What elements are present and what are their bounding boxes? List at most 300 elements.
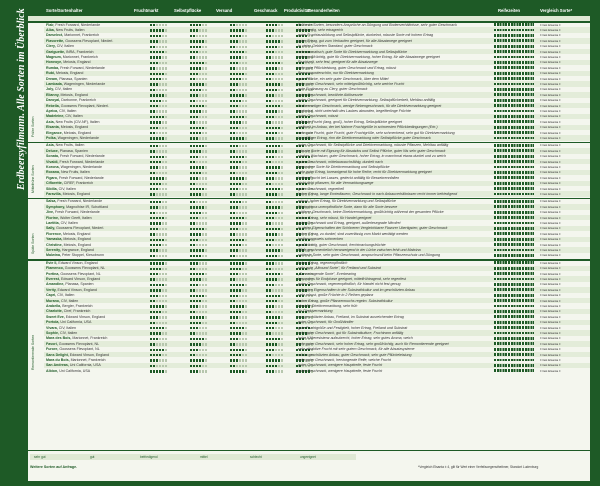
- variety-origin: Fresh Forward, Niederlande: [58, 175, 104, 180]
- rating-dots: [190, 177, 208, 180]
- rating-dots: [150, 310, 168, 313]
- variety-compare: ± fast Elsanta ±: [540, 76, 561, 81]
- variety-compare: ± fast Elsanta ±: [540, 170, 561, 175]
- ripening-bar: [494, 261, 534, 264]
- rating-dots: [266, 200, 284, 203]
- rating-dots: [150, 23, 168, 26]
- variety-description: besonders für Endphase geeignet, mittelfrühtragend, sehr regenfest: [298, 276, 406, 281]
- header-compare: Vergleich Sorte*: [540, 8, 573, 13]
- rating-dots: [230, 193, 248, 196]
- ripening-bar: [494, 326, 534, 329]
- variety-name: Asia, New Fruits, Italien: [46, 143, 85, 148]
- rating-dots: [230, 61, 248, 64]
- variety-description: guter Geschmack, wenigere Haupttrelle, feste Frucht: [298, 368, 383, 373]
- ripening-bar: [494, 348, 534, 351]
- variety-description: gute Ergänzung zu Clery, guter Geschmack: [298, 87, 368, 92]
- ripening-bar: [494, 50, 534, 53]
- ripening-bar: [494, 222, 534, 225]
- variety-description: Beerenwunderschön, nur für Direktvermarktung: [298, 71, 374, 76]
- variety-compare: ± fast Elsanta ±: [540, 237, 561, 242]
- rating-dots: [150, 343, 168, 346]
- rating-dots: [266, 216, 284, 219]
- rating-dots: [266, 294, 284, 297]
- variety-description: nicht dicht pflanzen, für alle Vermarktungswege: [298, 181, 374, 186]
- rating-dots: [150, 160, 168, 163]
- header-prod: Produktivität: [284, 8, 310, 13]
- rating-dots: [190, 294, 208, 297]
- table-row: [44, 135, 590, 140]
- variety-compare: ± fast Elsanta ±: [540, 199, 561, 204]
- rating-dots: [190, 310, 208, 313]
- rating-dots: [150, 72, 168, 75]
- rating-dots: [190, 305, 208, 308]
- rating-dots: [150, 182, 168, 185]
- variety-description: mit im geschützten Anbau, guter Geschmack, sehr gute Pflückeleistung: [298, 352, 412, 357]
- variety-compare: ± fast Elsanta ±: [540, 204, 561, 209]
- variety-compare: ± fast Elsanta ±: [540, 81, 561, 86]
- rating-dots: [230, 110, 248, 113]
- rating-dots: [266, 40, 284, 43]
- rating-dots: [266, 243, 284, 246]
- rating-dots: [190, 370, 208, 373]
- variety-description: in vielen Eigenschaften der Schöneren Vergleichbarer Flavorer Ubertigsten, guter Geschmack: [298, 226, 448, 231]
- variety-description: guter Geschmack, mittelauswuchsfähig, dunkelt nach: [298, 159, 383, 164]
- variety-compare: ± fast Elsanta ±: [540, 181, 561, 186]
- variety-compare: ± fast Elsanta ±: [540, 325, 561, 330]
- variety-name: Daroyal, Darbonne, Frankreich: [46, 98, 96, 103]
- rating-dots: [266, 77, 284, 80]
- variety-compare: ± fast Elsanta ±: [540, 287, 561, 292]
- rating-dots: [266, 249, 284, 252]
- variety-compare: ± fast Elsanta ±: [540, 368, 561, 373]
- rating-dots: [190, 262, 208, 265]
- rating-dots: [230, 99, 248, 102]
- variety-origin: CIREF, Frankreich: [63, 181, 94, 186]
- variety-compare: ± fast Elsanta ±: [540, 114, 561, 119]
- variety-description: guter Geschmack, robust: [298, 114, 339, 119]
- rating-dots: [190, 29, 208, 32]
- rating-dots: [150, 110, 168, 113]
- variety-name: Sans Delight, Edward Vinson, England: [46, 352, 110, 357]
- variety-origin: Meiosis, England: [62, 191, 90, 196]
- ripening-bar: [494, 243, 534, 246]
- variety-description: mit guten Eigenschaften in der Substrathkultur und im geschützten Anbau: [298, 287, 416, 292]
- rating-dots: [266, 99, 284, 102]
- variety-name: Arabella, Bergler, Frankreich: [46, 303, 93, 308]
- rating-dots: [230, 254, 248, 257]
- rating-dots: [230, 50, 248, 53]
- variety-description: früheste Frucht (lang, groß), hoher Ertrag, Selbstpflücke geeignet: [298, 119, 402, 124]
- rating-dots: [190, 88, 208, 91]
- section-label: Frühe Sorten: [31, 116, 35, 137]
- variety-origin: CIV, Italien: [58, 186, 76, 191]
- rating-dots: [190, 233, 208, 236]
- rating-dots: [150, 88, 168, 91]
- rating-dots: [266, 332, 284, 335]
- ripening-bar: [494, 34, 534, 37]
- rating-dots: [230, 238, 248, 241]
- ripening-bar: [494, 182, 534, 185]
- variety-description: Pilzfr geschmeckelich heranzeigend in der Lücke zwischen fehlt und Malwina: [298, 247, 421, 252]
- variety-origin: Goossens Flevoplant, Niederl.: [65, 38, 114, 43]
- rating-dots: [230, 353, 248, 356]
- variety-origin: Ciref, Frankreich: [63, 309, 91, 314]
- variety-name: Elsanta, Meiosis, England: [46, 125, 89, 130]
- variety-origin: Wolter Geeft, Italien: [59, 215, 92, 220]
- variety-description: guter Geschmack, für Großhändler: [298, 320, 354, 325]
- header-ripe: Reifezeiten: [498, 8, 521, 13]
- ripening-bar: [494, 249, 534, 252]
- rating-dots: [230, 200, 248, 203]
- header-special: Besonderheiten: [308, 8, 340, 13]
- variety-compare: ± fast Elsanta ±: [540, 226, 561, 231]
- variety-description: hoher Ertrag, sehr robust, für Handel geeignet: [298, 215, 372, 220]
- variety-compare: ± fast Elsanta ±: [540, 271, 561, 276]
- rating-dots: [230, 364, 248, 367]
- variety-name: Malwina, Peter Stoppel, Kiesobrunn: [46, 253, 104, 258]
- variety-compare: ± fast Elsanta ±: [540, 253, 561, 258]
- section-label: Mittelfrühe Sorten: [31, 165, 35, 193]
- rating-dots: [150, 243, 168, 246]
- variety-compare: ± fast Elsanta ±: [540, 298, 561, 303]
- variety-name: Faravilla, Meiosis, England: [46, 191, 90, 196]
- ripening-bar: [494, 364, 534, 367]
- variety-name: Joly, CIV, Italien: [46, 87, 73, 92]
- rating-dots: [150, 150, 168, 153]
- rating-dots: [190, 23, 208, 26]
- variety-description: robust, hoher Ertrag, für Direktvermarktung und Selbstpflücke: [298, 199, 396, 204]
- rating-dots: [266, 67, 284, 70]
- variety-description: guter Geschmack, bewährte Ablösesorte: [298, 92, 363, 97]
- rating-dots: [190, 67, 208, 70]
- ripening-bar: [494, 137, 534, 140]
- ripening-bar: [494, 272, 534, 275]
- legend-sehr-gut: sehr gut: [34, 455, 46, 459]
- variety-name: Sonata, Fresh Forward, Niederlande: [46, 154, 105, 159]
- ripening-bar: [494, 61, 534, 64]
- variety-origin: Wageningen, Niederlande: [57, 135, 100, 140]
- rating-dots: [266, 278, 284, 281]
- variety-description: sehr gute Pflückleistung, guter Geschmack und Ertrag, robust: [298, 65, 397, 70]
- variety-name: Rubi, Meiosis, England: [46, 71, 84, 76]
- variety-origin: New Fruits, Italien: [55, 27, 85, 32]
- variety-compare: ± fast Elsanta ±: [540, 108, 561, 113]
- rating-dots: [266, 61, 284, 64]
- ripening-bar: [494, 353, 534, 356]
- variety-name: Charlotte, Ciref, Frankreich: [46, 309, 91, 314]
- variety-description: guter Geschmack, wenigere Haupttrelle, feste Frucht: [298, 363, 383, 368]
- rating-dots: [190, 50, 208, 53]
- rating-dots: [266, 238, 284, 241]
- variety-origin: Meiosis, England: [63, 60, 91, 65]
- variety-compare: ± fast Elsanta ±: [540, 215, 561, 220]
- ripening-bar: [494, 369, 534, 372]
- variety-compare: ± fast Elsanta ±: [540, 103, 561, 108]
- variety-compare: ± fast Elsanta ±: [540, 119, 561, 124]
- ripening-bar: [494, 305, 534, 308]
- variety-origin: CIV, Italien: [59, 108, 77, 113]
- rating-dots: [190, 171, 208, 174]
- variety-compare: ± fast Elsanta ±: [540, 98, 561, 103]
- rating-dots: [150, 316, 168, 319]
- rating-dots: [266, 222, 284, 225]
- variety-name: Rumba, Fresh Forward, Niederlande: [46, 65, 105, 70]
- rating-dots: [266, 34, 284, 37]
- variety-compare: ± fast Elsanta ±: [540, 341, 561, 346]
- ripening-bar: [494, 39, 534, 42]
- rating-dots: [190, 137, 208, 140]
- rating-dots: [230, 121, 248, 124]
- variety-origin: Goossens Flevoplant, Niederl.: [60, 103, 109, 108]
- rating-dots: [230, 23, 248, 26]
- rating-dots: [266, 316, 284, 319]
- variety-compare: ± fast Elsanta ±: [540, 135, 561, 140]
- section-label: Späte Sorten: [31, 233, 35, 255]
- rating-dots: [266, 23, 284, 26]
- variety-description: Erdbeerartiger Geschmack, wenige Nebengeschmack, für die Direktvermarktung geeignet: [298, 103, 442, 108]
- table-footer: [28, 450, 590, 481]
- rating-dots: [230, 332, 248, 335]
- variety-compare: ± fast Elsanta ±: [540, 49, 561, 54]
- variety-description: sehr guter Ertrag, koreanigend für hohe Reihe, recht für Direktvermarktung geeignet: [298, 170, 432, 175]
- variety-description: Fruchtzeit, sehr fest, geeignet für alle Absatzwege: [298, 60, 378, 65]
- variety-compare: ± fast Elsanta ±: [540, 148, 561, 153]
- rating-dots: [150, 83, 168, 86]
- variety-description: großfrüchtig, guter Geschmack, frechtmackungsfrüchte: [298, 242, 386, 247]
- variety-origin: Bergler, Frankreich: [62, 303, 93, 308]
- variety-origin: Edward Vinson, England: [57, 287, 97, 292]
- variety-description: robuste Sorte mit Eignung für Absatzlos und Selbst Pflücke, guter Nis sehr guter Geschmack: [298, 148, 446, 153]
- rating-dots: [190, 332, 208, 335]
- rating-dots: [230, 337, 248, 340]
- variety-name: Elegance, Meiosis, England: [46, 130, 92, 135]
- table-header: [28, 6, 590, 16]
- rating-dots: [266, 88, 284, 91]
- variety-compare: ± fast Elsanta ±: [540, 125, 561, 130]
- legend-befriedigend: befriedigend: [140, 455, 158, 459]
- rating-dots: [230, 326, 248, 329]
- rating-dots: [266, 50, 284, 53]
- variety-origin: CIV, Italien: [60, 298, 79, 303]
- rating-dots: [150, 131, 168, 134]
- variety-compare: ± fast Elsanta ±: [540, 175, 561, 180]
- ripening-bar: [494, 120, 534, 123]
- variety-origin: Goossens Flevoplant, NL: [58, 341, 100, 346]
- ripening-bar: [494, 187, 534, 190]
- variety-name: Vivara, CIV, Italien: [46, 325, 76, 330]
- rating-dots: [150, 177, 168, 180]
- variety-name: Capri, CIV, Italien: [46, 293, 75, 298]
- ripening-bar: [494, 193, 534, 196]
- rating-dots: [150, 121, 168, 124]
- ripening-bar: [494, 359, 534, 362]
- rating-dots: [266, 289, 284, 292]
- rating-dots: [230, 222, 248, 225]
- variety-description: guter Geschmack, für Selbstpflücke und Direktvermarktung, robuste Pflanzen, Mehltau anfällig: [298, 143, 449, 148]
- variety-compare: ± fast Elsanta ±: [540, 293, 561, 298]
- rating-dots: [266, 348, 284, 351]
- rating-dots: [266, 359, 284, 362]
- rating-dots: [150, 200, 168, 203]
- variety-compare: ± fast Elsanta ±: [540, 38, 561, 43]
- rating-dots: [150, 249, 168, 252]
- variety-compare: ± fast Elsanta ±: [540, 352, 561, 357]
- rating-dots: [150, 45, 168, 48]
- ripening-bar: [494, 104, 534, 107]
- variety-origin: CIV, Italien: [59, 330, 78, 335]
- rating-dots: [190, 359, 208, 362]
- variety-origin: CIV, Italien: [65, 114, 83, 119]
- rating-dots: [230, 206, 248, 209]
- variety-compare: ± fast Elsanta ±: [540, 71, 561, 76]
- rating-dots: [266, 193, 284, 196]
- rating-dots: [190, 99, 208, 102]
- rating-dots: [190, 211, 208, 214]
- variety-description: für Direktvermarktung: [298, 309, 333, 314]
- rating-dots: [230, 278, 248, 281]
- variety-name: Flavorette, Goossens Flevoplant, Niederl.: [46, 38, 114, 43]
- rating-dots: [230, 115, 248, 118]
- variety-compare: ± fast Elsanta ±: [540, 130, 561, 135]
- variety-description: gute Pflücke, ein sehr guter Geschmack, über dem Mittel: [298, 76, 389, 81]
- variety-name: Rebella, Goossens Flevoplant, Niederl.: [46, 103, 109, 108]
- rating-dots: [150, 267, 168, 270]
- variety-name: Mara des Bois, Marionnet, Frankreich: [46, 336, 108, 341]
- variety-name: Symphony, Magnolhise IR, Schottland: [46, 204, 109, 209]
- rating-dots: [150, 353, 168, 356]
- variety-compare: ± fast Elsanta ±: [540, 266, 561, 271]
- rating-dots: [266, 182, 284, 185]
- rating-dots: [190, 321, 208, 324]
- ripening-bar: [494, 83, 534, 86]
- variety-name: Magnum, Marionnet, Frankreich: [46, 54, 98, 59]
- rating-dots: [266, 211, 284, 214]
- rating-dots: [266, 29, 284, 32]
- header-fruit: Fruchtmarkt: [134, 8, 159, 13]
- variety-name: Korona, Wageningen, Niederlande: [46, 164, 103, 169]
- ripening-bar: [494, 321, 534, 324]
- ripening-bar: [494, 29, 534, 32]
- rating-dots: [150, 193, 168, 196]
- rating-dots: [266, 121, 284, 124]
- rating-dots: [266, 310, 284, 313]
- rating-dots: [150, 348, 168, 351]
- variety-compare: ± fast Elsanta ±: [540, 87, 561, 92]
- ripening-bar: [494, 254, 534, 257]
- variety-description: sehr großfrüchtig, gute für Direktvermarktung, hoher Ertrag, für alle Absatzwege geeignet: [298, 54, 440, 59]
- rating-dots: [230, 166, 248, 169]
- variety-name: Murano, CIV, Italien: [46, 298, 79, 303]
- variety-origin: CIV, Italien: [54, 87, 73, 92]
- rating-dots: [190, 227, 208, 230]
- variety-compare: ± fast Elsanta ±: [540, 54, 561, 59]
- variety-description: guter Geschmack, regnethell: [298, 186, 344, 191]
- rating-dots: [266, 94, 284, 97]
- header-area: Selbstpflücke: [174, 8, 202, 13]
- ripening-bar: [494, 278, 534, 281]
- variety-origin: Fresh Forward, Niederlande: [59, 159, 105, 164]
- rating-dots: [150, 94, 168, 97]
- rating-dots: [266, 160, 284, 163]
- rating-dots: [190, 110, 208, 113]
- rating-dots: [190, 187, 208, 190]
- rating-dots: [150, 262, 168, 265]
- ripening-bar: [494, 149, 534, 152]
- rating-dots: [190, 193, 208, 196]
- rating-dots: [150, 222, 168, 225]
- variety-origin: Meiosis, England: [55, 71, 84, 76]
- rating-dots: [230, 227, 248, 230]
- variety-name: Laetitia, CIV, Italien: [46, 220, 78, 225]
- rating-dots: [190, 238, 208, 241]
- rating-dots: [230, 155, 248, 158]
- ripening-bar: [494, 288, 534, 291]
- variety-origin: Uni California, USA: [60, 320, 92, 325]
- variety-description: mittlerer Geschmack, keine Direktvermarktung, großfrüchtig während der gesamten Pflücke: [298, 210, 444, 215]
- poster-title-text: Erdbeersyfilmann. Alle Sorten im Überblick: [16, 8, 27, 190]
- rating-dots: [230, 348, 248, 351]
- rating-dots: [266, 272, 284, 275]
- ripening-bar: [494, 160, 534, 163]
- variety-name: Sweet Eve, Edward Vinson, England: [46, 314, 106, 319]
- rating-dots: [266, 262, 284, 265]
- ripening-bar: [494, 211, 534, 214]
- variety-name: Florine, Wolter Geeft, Italien: [46, 215, 92, 220]
- variety-description: sehr robust, große Früchte in 2 Reihen geplanz: [298, 293, 374, 298]
- variety-compare: ± fast Elsanta ±: [540, 60, 561, 65]
- variety-name: Honeoye, Meiosis, England: [46, 60, 91, 65]
- rating-dots: [266, 254, 284, 257]
- ripening-bar: [494, 315, 534, 318]
- variety-name: Salsa, Fresh Forward, Niederlande: [46, 199, 103, 204]
- ripening-bar: [494, 171, 534, 174]
- rating-dots: [190, 216, 208, 219]
- variety-description: sehr guter Geschmack, sehr mittelgroßfrüchtig, sehr weiche Frucht: [298, 81, 405, 86]
- variety-origin: CIV, Italien: [56, 44, 74, 49]
- variety-compare: ± fast Elsanta ±: [540, 220, 561, 225]
- variety-description: hellere Frucht bei Lasses, gedeckt anfällig für Bessebrennfallen: [298, 175, 400, 180]
- rating-dots: [150, 332, 168, 335]
- rating-dots: [230, 272, 248, 275]
- rating-dots: [150, 171, 168, 174]
- rating-dots: [150, 321, 168, 324]
- rating-dots: [230, 83, 248, 86]
- rating-dots: [230, 150, 248, 153]
- variety-name: Christine, Meiosis, England: [46, 242, 91, 247]
- variety-description: hoher Ertrag, lange Erntedlauern, Geschmack in nach Anbauverhältnissen recht immer befriedigend: [298, 191, 458, 196]
- rating-dots: [190, 289, 208, 292]
- variety-name: Deluxe, Planasa, Spanien: [46, 148, 88, 153]
- variety-description: regionbal, nicht unterhalb des Laubes abrunden, begeifterlinge Früchte: [298, 108, 411, 113]
- ripening-bar: [494, 299, 534, 302]
- rating-dots: [150, 278, 168, 281]
- variety-compare: ± fast Elsanta ±: [540, 154, 561, 159]
- variety-compare: ± fast Elsanta ±: [540, 22, 561, 27]
- ripening-bar: [494, 294, 534, 297]
- rating-dots: [266, 137, 284, 140]
- variety-name: Portina, Goossens Flevoplant, NL: [46, 271, 101, 276]
- rating-dots: [150, 144, 168, 147]
- rating-dots: [230, 216, 248, 219]
- rating-dots: [230, 160, 248, 163]
- variety-description: sehr guter Geschmack, gut für Substratkulture, Fruchtrann anfällig: [298, 330, 404, 335]
- variety-origin: New Fruits, Italien: [55, 143, 85, 148]
- variety-origin: Fresh Forward, Niederlande: [59, 154, 105, 159]
- variety-name: Evie II, Edward Vinson, England: [46, 260, 98, 265]
- rating-dots: [230, 67, 248, 70]
- variety-compare: ± fast Elsanta ±: [540, 314, 561, 319]
- ripening-bar: [494, 66, 534, 69]
